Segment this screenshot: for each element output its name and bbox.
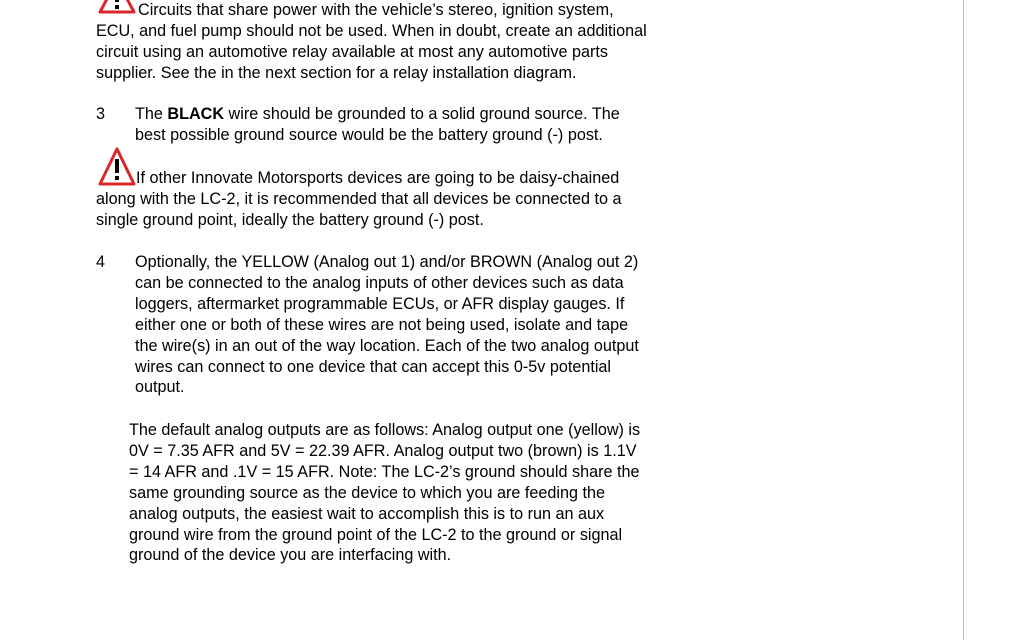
warning-line-3: circuit using an automotive relay available at most any automotive parts [96,42,608,61]
step-4-line: can be connected to the analog inputs of other devices such as data [135,273,624,292]
analog-defaults-line: analog outputs, the easiest wait to accomplish this is to run an aux [129,504,605,523]
warning-triangle-icon [98,146,136,186]
step-3-line-2: best possible ground source would be the battery ground (-) post. [135,125,603,144]
step-number: 4 [96,253,106,271]
warning-line-1: If other Innovate Motorsports devices are going to be daisy-chained [136,169,620,187]
analog-defaults-line: The default analog outputs are as follows: Analog output one (yellow) is [129,421,641,439]
page-edge-divider [963,0,964,640]
step-4-line: loggers, aftermarket programmable ECUs, or AFR display gauges. If [135,294,625,313]
warning-line-1: Circuits that share power with the vehicle’s stereo, ignition system, [138,1,614,19]
step-4-line: Optionally, the YELLOW (Analog out 1) and/or BROWN (Analog out 2) [135,253,639,271]
step-3-text-post: wire should be grounded to a solid ground source. The [224,105,620,123]
warning-line-2: ECU, and fuel pump should not be used. When in doubt, create an additional [96,21,647,40]
step-4-line: the wire(s) in an out of the way location. Each of the two analog output [135,336,639,355]
analog-defaults-paragraph [129,420,749,566]
analog-defaults-line: = 14 AFR and .1V = 15 AFR. Note: The LC-2’s ground should share the [129,462,640,481]
warning-line-4: supplier. See the in the next section for a relay installation diagram. [96,63,577,82]
step-number: 3 [96,105,106,123]
step-3-text-pre: The [135,105,168,123]
analog-defaults-line: ground wire from the ground point of the LC-2 to the ground or signal [129,525,623,544]
warning-triangle-icon [98,0,136,14]
analog-defaults-line: same grounding source as the device to which you are feeding the [129,483,606,502]
warning-note-power-circuits [96,0,736,84]
analog-defaults-line: 0V = 7.35 AFR and 5V = 22.39 AFR. Analog output two (brown) is 1.1V [129,441,637,460]
step-4-line: wires can connect to one device that can accept this 0-5v potential [135,357,612,376]
warning-note-daisy-chain [96,168,736,231]
step-4-line: either one or both of these wires are not being used, isolate and tape [135,315,629,334]
step-3-line-1 [135,104,736,125]
step-4-line: output. [135,378,185,397]
step-3 [96,104,736,146]
analog-defaults-line: ground of the device you are interfacing with. [129,546,452,565]
warning-line-3: single ground point, ideally the battery ground (-) post. [96,210,484,229]
black-wire-label: BLACK [167,105,225,123]
warning-line-2: along with the LC-2, it is recommended that all devices be connected to a [96,189,622,208]
step-4 [96,252,736,398]
